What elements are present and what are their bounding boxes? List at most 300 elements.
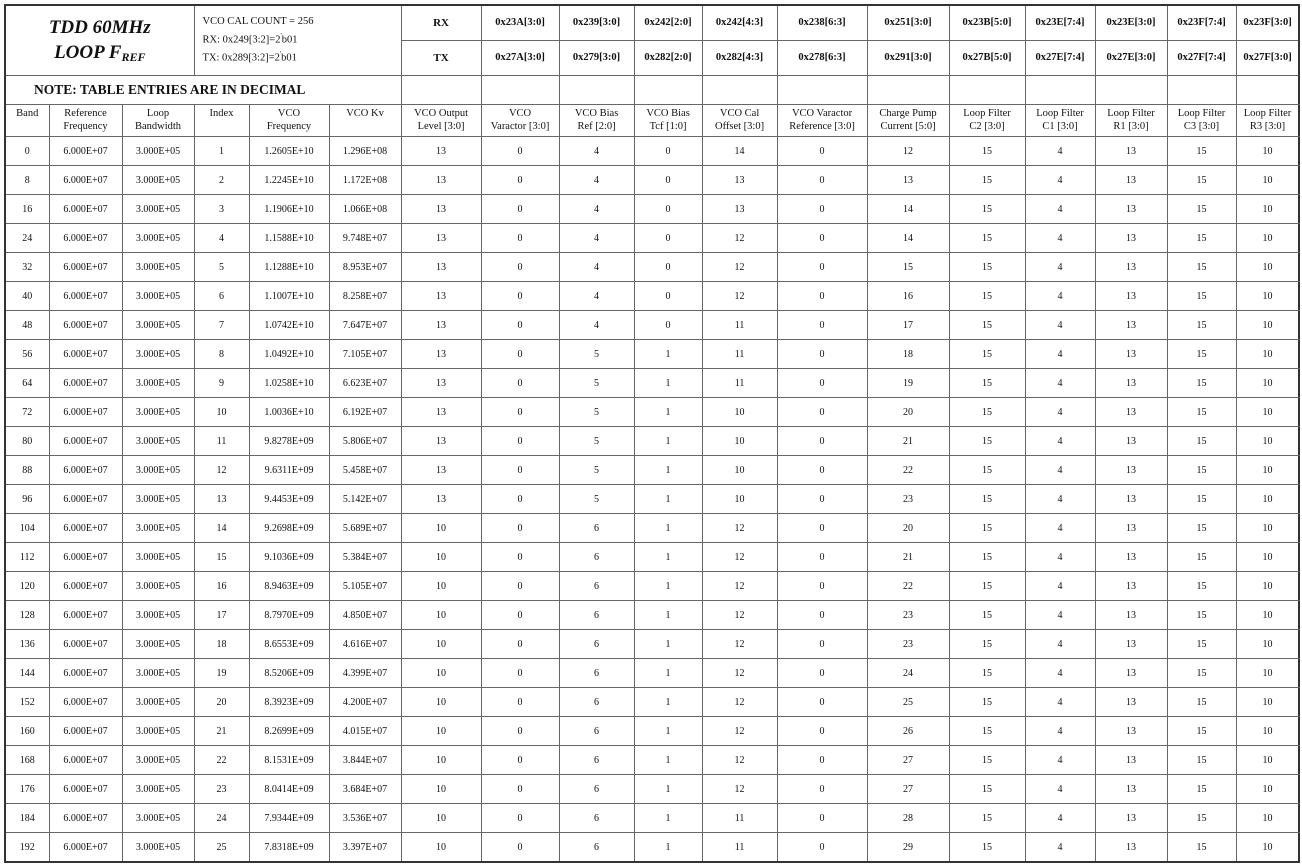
column-header-line: VCO Varactor	[791, 108, 853, 119]
table-cell: 1	[634, 688, 702, 717]
table-cell: 4	[1025, 572, 1095, 601]
table-cell: 15	[1167, 630, 1236, 659]
table-cell: 4	[194, 224, 249, 253]
table-cell: 1.1007E+10	[249, 282, 329, 311]
table-cell: 1.172E+08	[329, 166, 401, 195]
table-cell: 12	[702, 253, 777, 282]
table-cell: 10	[1236, 166, 1299, 195]
table-cell: 15	[1167, 659, 1236, 688]
table-cell: 0	[634, 224, 702, 253]
table-cell: 29	[867, 833, 949, 863]
table-cell: 6.000E+07	[49, 630, 122, 659]
table-cell: 1	[634, 427, 702, 456]
table-cell: 10	[702, 456, 777, 485]
table-cell: 10	[1236, 456, 1299, 485]
table-cell: 136	[5, 630, 49, 659]
table-cell: 8.953E+07	[329, 253, 401, 282]
table-cell: 15	[949, 543, 1025, 572]
table-row	[5, 572, 1299, 601]
column-header-line: Frequency	[266, 121, 312, 133]
table-cell: 192	[5, 833, 49, 863]
column-header-line: Band	[16, 108, 39, 119]
table-cell: 18	[867, 340, 949, 369]
column-header-line: C2 [3:0]	[969, 121, 1005, 133]
table-cell: 0	[777, 369, 867, 398]
table-cell: 4	[1025, 514, 1095, 543]
table-cell: 0	[481, 398, 559, 427]
table-cell: 1	[634, 804, 702, 833]
table-cell: 6.000E+07	[49, 340, 122, 369]
table-cell: 13	[1095, 804, 1167, 833]
column-header-line: Charge Pump	[879, 108, 937, 119]
table-cell: 28	[867, 804, 949, 833]
table-cell: 11	[194, 427, 249, 456]
table-cell: 12	[702, 543, 777, 572]
table-cell: 3.000E+05	[122, 427, 194, 456]
table-cell: 13	[401, 166, 481, 195]
table-cell: 15	[949, 514, 1025, 543]
table-cell: 0	[481, 369, 559, 398]
table-cell: 3.000E+05	[122, 833, 194, 863]
table-cell: 21	[867, 543, 949, 572]
table-cell: 0	[777, 746, 867, 775]
table-cell: 6.000E+07	[49, 282, 122, 311]
column-header-line: Current [5:0]	[880, 121, 936, 133]
table-cell: 5	[559, 369, 634, 398]
table-cell: 15	[1167, 137, 1236, 166]
table-cell: 13	[1095, 311, 1167, 340]
column-header-line: Level [3:0]	[417, 121, 465, 133]
table-cell: 10	[1236, 398, 1299, 427]
table-cell: 8	[5, 166, 49, 195]
table-cell: 27	[867, 746, 949, 775]
table-cell: 104	[5, 514, 49, 543]
table-cell: 3.000E+05	[122, 195, 194, 224]
table-cell: 13	[1095, 601, 1167, 630]
table-cell: 10	[401, 775, 481, 804]
table-cell: 0	[481, 253, 559, 282]
table-cell: 88	[5, 456, 49, 485]
table-cell: 6.000E+07	[49, 572, 122, 601]
table-cell: 15	[1167, 253, 1236, 282]
table-row	[5, 775, 1299, 804]
table-cell: 6.000E+07	[49, 398, 122, 427]
title-line-1: TDD 60MHz	[48, 16, 151, 38]
table-cell: 9.2698E+09	[249, 514, 329, 543]
table-cell: 48	[5, 311, 49, 340]
rx-register-cell: 0x242[4:3]	[702, 5, 777, 41]
tx-register-cell: 0x282[4:3]	[702, 41, 777, 76]
title-line-2-subscript: REF	[121, 49, 146, 64]
table-cell: 32	[5, 253, 49, 282]
table-cell: 15	[1167, 282, 1236, 311]
table-cell: 0	[481, 340, 559, 369]
table-cell: 5	[194, 253, 249, 282]
table-cell: 4	[559, 311, 634, 340]
column-header-line: VCO	[277, 108, 301, 119]
table-cell: 5	[559, 340, 634, 369]
table-cell: 15	[1167, 601, 1236, 630]
table-cell: 6.000E+07	[49, 253, 122, 282]
table-cell: 3.000E+05	[122, 572, 194, 601]
table-cell: 10	[1236, 601, 1299, 630]
table-cell: 13	[1095, 427, 1167, 456]
table-cell: 15	[949, 804, 1025, 833]
table-row	[5, 253, 1299, 282]
blank-cell	[634, 76, 702, 105]
table-cell: 0	[481, 804, 559, 833]
table-cell: 4	[1025, 282, 1095, 311]
table-cell: 4	[1025, 804, 1095, 833]
table-cell: 12	[194, 456, 249, 485]
table-cell: 0	[481, 137, 559, 166]
table-row	[5, 688, 1299, 717]
table-cell: 0	[481, 195, 559, 224]
table-cell: 6.000E+07	[49, 195, 122, 224]
table-cell: 0	[481, 543, 559, 572]
table-row	[5, 340, 1299, 369]
table-cell: 13	[867, 166, 949, 195]
table-cell: 3.000E+05	[122, 717, 194, 746]
table-cell: 14	[867, 195, 949, 224]
table-cell: 6	[559, 746, 634, 775]
table-cell: 1	[634, 485, 702, 514]
table-cell: 12	[702, 775, 777, 804]
table-cell: 7	[194, 311, 249, 340]
tx-register-cell: 0x27F[7:4]	[1167, 41, 1236, 76]
table-row	[5, 833, 1299, 863]
table-cell: 15	[1167, 717, 1236, 746]
table-cell: 10	[1236, 659, 1299, 688]
table-cell: 15	[1167, 340, 1236, 369]
table-cell: 17	[867, 311, 949, 340]
tx-register-cell: 0x278[6:3]	[777, 41, 867, 76]
column-header	[249, 105, 329, 137]
table-cell: 1	[634, 601, 702, 630]
table-cell: 1.1588E+10	[249, 224, 329, 253]
table-cell: 13	[194, 485, 249, 514]
table-cell: 0	[777, 572, 867, 601]
table-cell: 3.000E+05	[122, 340, 194, 369]
table-cell: 6.000E+07	[49, 601, 122, 630]
tx-register-cell: 0x291[3:0]	[867, 41, 949, 76]
table-cell: 1.1906E+10	[249, 195, 329, 224]
table-cell: 8.5206E+09	[249, 659, 329, 688]
table-cell: 152	[5, 688, 49, 717]
table-cell: 13	[1095, 659, 1167, 688]
tx-register-cell: 0x279[3:0]	[559, 41, 634, 76]
table-cell: 15	[949, 572, 1025, 601]
table-cell: 3.000E+05	[122, 688, 194, 717]
table-cell: 21	[194, 717, 249, 746]
table-cell: 0	[481, 717, 559, 746]
table-cell: 0	[777, 137, 867, 166]
table-cell: 10	[1236, 195, 1299, 224]
tx-register-cell: 0x282[2:0]	[634, 41, 702, 76]
table-row	[5, 630, 1299, 659]
table-cell: 3.000E+05	[122, 804, 194, 833]
table-cell: 15	[1167, 746, 1236, 775]
table-cell: 3.000E+05	[122, 775, 194, 804]
table-cell: 6	[559, 833, 634, 863]
table-cell: 9.8278E+09	[249, 427, 329, 456]
table-cell: 3.000E+05	[122, 166, 194, 195]
table-cell: 40	[5, 282, 49, 311]
table-cell: 3.000E+05	[122, 311, 194, 340]
table-cell: 10	[1236, 224, 1299, 253]
table-cell: 12	[702, 282, 777, 311]
table-cell: 15	[1167, 485, 1236, 514]
table-cell: 15	[1167, 775, 1236, 804]
table-cell: 5.384E+07	[329, 543, 401, 572]
table-cell: 15	[1167, 166, 1236, 195]
table-cell: 96	[5, 485, 49, 514]
table-cell: 0	[777, 601, 867, 630]
table-cell: 3	[194, 195, 249, 224]
table-cell: 0	[481, 833, 559, 863]
table-cell: 11	[702, 833, 777, 863]
table-cell: 13	[401, 224, 481, 253]
table-cell: 0	[481, 224, 559, 253]
table-cell: 3.684E+07	[329, 775, 401, 804]
table-cell: 10	[1236, 137, 1299, 166]
table-cell: 6.000E+07	[49, 514, 122, 543]
table-cell: 3.000E+05	[122, 601, 194, 630]
title-line-2-main: LOOP F	[54, 41, 122, 63]
table-cell: 13	[1095, 775, 1167, 804]
rx-label: RX	[401, 5, 481, 41]
column-header	[1236, 105, 1299, 137]
table-cell: 13	[401, 137, 481, 166]
table-cell: 0	[777, 833, 867, 863]
table-cell: 10	[401, 630, 481, 659]
table-cell: 15	[1167, 311, 1236, 340]
table-cell: 12	[702, 224, 777, 253]
rx-cal-sup: '	[280, 31, 282, 40]
table-cell: 15	[949, 282, 1025, 311]
table-cell: 0	[777, 166, 867, 195]
table-cell: 3.000E+05	[122, 137, 194, 166]
table-cell: 10	[702, 485, 777, 514]
table-row	[5, 224, 1299, 253]
table-cell: 13	[401, 485, 481, 514]
table-cell: 6.000E+07	[49, 833, 122, 863]
table-cell: 13	[1095, 369, 1167, 398]
column-header-line: Loop Filter	[1107, 108, 1155, 119]
blank-cell	[1236, 76, 1299, 105]
column-header-line: VCO Bias	[646, 108, 690, 119]
table-cell: 0	[481, 775, 559, 804]
table-cell: 11	[702, 804, 777, 833]
rx-register-cell: 0x251[3:0]	[867, 5, 949, 41]
table-cell: 8.3923E+09	[249, 688, 329, 717]
table-cell: 15	[1167, 543, 1236, 572]
column-header-line: Loop Filter	[1036, 108, 1084, 119]
table-cell: 13	[401, 340, 481, 369]
table-cell: 12	[702, 601, 777, 630]
table-cell: 16	[5, 195, 49, 224]
column-header	[1025, 105, 1095, 137]
table-cell: 184	[5, 804, 49, 833]
table-cell: 3.000E+05	[122, 630, 194, 659]
table-cell: 2	[194, 166, 249, 195]
column-header-line: Loop	[146, 108, 170, 119]
table-cell: 0	[481, 456, 559, 485]
table-cell: 8.9463E+09	[249, 572, 329, 601]
table-cell: 1.066E+08	[329, 195, 401, 224]
table-cell: 6.623E+07	[329, 369, 401, 398]
tx-register-cell: 0x27B[5:0]	[949, 41, 1025, 76]
table-cell: 10	[1236, 282, 1299, 311]
rx-register-cell: 0x23E[7:4]	[1025, 5, 1095, 41]
table-cell: 128	[5, 601, 49, 630]
table-cell: 13	[1095, 166, 1167, 195]
table-cell: 4	[1025, 427, 1095, 456]
table-cell: 10	[1236, 717, 1299, 746]
blank-cell	[559, 76, 634, 105]
column-header-line: VCO Output	[414, 108, 469, 119]
table-row	[5, 746, 1299, 775]
table-cell: 1.2245E+10	[249, 166, 329, 195]
table-cell: 11	[702, 340, 777, 369]
table-cell: 3.000E+05	[122, 224, 194, 253]
table-cell: 15	[949, 630, 1025, 659]
column-header-line: VCO Bias	[574, 108, 619, 119]
table-cell: 1	[634, 369, 702, 398]
table-cell: 0	[634, 311, 702, 340]
vco-cal-info	[194, 5, 401, 76]
table-cell: 8.2699E+09	[249, 717, 329, 746]
table-cell: 9.1036E+09	[249, 543, 329, 572]
table-cell: 4.200E+07	[329, 688, 401, 717]
table-cell: 4	[1025, 775, 1095, 804]
table-cell: 15	[949, 688, 1025, 717]
table-cell: 10	[401, 717, 481, 746]
table-cell: 3.536E+07	[329, 804, 401, 833]
table-cell: 10	[702, 427, 777, 456]
table-cell: 9.4453E+09	[249, 485, 329, 514]
table-cell: 3.000E+05	[122, 253, 194, 282]
tx-register-cell: 0x27F[3:0]	[1236, 41, 1299, 76]
table-cell: 3.000E+05	[122, 659, 194, 688]
table-cell: 4	[559, 253, 634, 282]
table-cell: 176	[5, 775, 49, 804]
table-cell: 4.399E+07	[329, 659, 401, 688]
table-row	[5, 282, 1299, 311]
table-cell: 20	[867, 514, 949, 543]
table-cell: 3.000E+05	[122, 485, 194, 514]
table-cell: 15	[949, 311, 1025, 340]
table-cell: 10	[1236, 369, 1299, 398]
table-cell: 8.7970E+09	[249, 601, 329, 630]
blank-cell	[949, 76, 1025, 105]
table-cell: 7.9344E+09	[249, 804, 329, 833]
table-cell: 0	[777, 543, 867, 572]
table-cell: 0	[481, 659, 559, 688]
table-row	[5, 137, 1299, 166]
blank-cell	[401, 76, 481, 105]
table-cell: 10	[1236, 543, 1299, 572]
title-line-2	[6, 41, 194, 66]
blank-cell	[481, 76, 559, 105]
column-header	[702, 105, 777, 137]
table-row	[5, 166, 1299, 195]
table-cell: 0	[777, 775, 867, 804]
table-cell: 20	[867, 398, 949, 427]
table-cell: 13	[1095, 717, 1167, 746]
column-header-line: Loop Filter	[963, 108, 1011, 119]
rx-register-cell: 0x238[6:3]	[777, 5, 867, 41]
table-cell: 0	[777, 717, 867, 746]
column-header-line: Reference	[64, 108, 107, 119]
table-cell: 9	[194, 369, 249, 398]
table-cell: 4	[1025, 166, 1095, 195]
column-header	[634, 105, 702, 137]
table-cell: 6	[559, 659, 634, 688]
column-header	[481, 105, 559, 137]
table-cell: 16	[867, 282, 949, 311]
table-cell: 12	[867, 137, 949, 166]
table-cell: 15	[867, 253, 949, 282]
table-cell: 6	[559, 601, 634, 630]
table-cell: 25	[867, 688, 949, 717]
table-row	[5, 514, 1299, 543]
table-cell: 15	[1167, 833, 1236, 863]
table-cell: 0	[634, 166, 702, 195]
table-cell: 22	[194, 746, 249, 775]
tx-cal-sup: '	[279, 49, 282, 58]
table-cell: 13	[1095, 514, 1167, 543]
table-cell: 6	[559, 572, 634, 601]
table-cell: 12	[702, 630, 777, 659]
table-cell: 15	[949, 398, 1025, 427]
table-cell: 4	[1025, 601, 1095, 630]
table-cell: 13	[1095, 572, 1167, 601]
table-cell: 8.6553E+09	[249, 630, 329, 659]
table-cell: 10	[1236, 775, 1299, 804]
table-cell: 13	[702, 195, 777, 224]
table-cell: 4	[559, 166, 634, 195]
table-cell: 6.000E+07	[49, 137, 122, 166]
table-cell: 15	[1167, 427, 1236, 456]
table-cell: 1.0742E+10	[249, 311, 329, 340]
column-header-line: Tcf [1:0]	[649, 121, 687, 133]
table-cell: 10	[1236, 804, 1299, 833]
column-header	[49, 105, 122, 137]
table-cell: 15	[1167, 456, 1236, 485]
table-cell: 15	[949, 427, 1025, 456]
table-cell: 8.258E+07	[329, 282, 401, 311]
table-cell: 4	[1025, 630, 1095, 659]
column-header-line: Frequency	[63, 121, 108, 133]
table-cell: 13	[1095, 398, 1167, 427]
table-cell: 0	[634, 253, 702, 282]
table-cell: 13	[1095, 543, 1167, 572]
table-cell: 6.000E+07	[49, 311, 122, 340]
table-cell: 12	[702, 746, 777, 775]
table-cell: 10	[194, 398, 249, 427]
tx-register-cell: 0x27A[3:0]	[481, 41, 559, 76]
table-cell: 16	[194, 572, 249, 601]
table-cell: 9.6311E+09	[249, 456, 329, 485]
table-cell: 5.689E+07	[329, 514, 401, 543]
table-cell: 5	[559, 427, 634, 456]
table-cell: 0	[777, 282, 867, 311]
rx-register-cell: 0x23B[5:0]	[949, 5, 1025, 41]
table-cell: 13	[1095, 253, 1167, 282]
column-header-line: Ref [2:0]	[577, 121, 616, 133]
table-cell: 13	[401, 398, 481, 427]
